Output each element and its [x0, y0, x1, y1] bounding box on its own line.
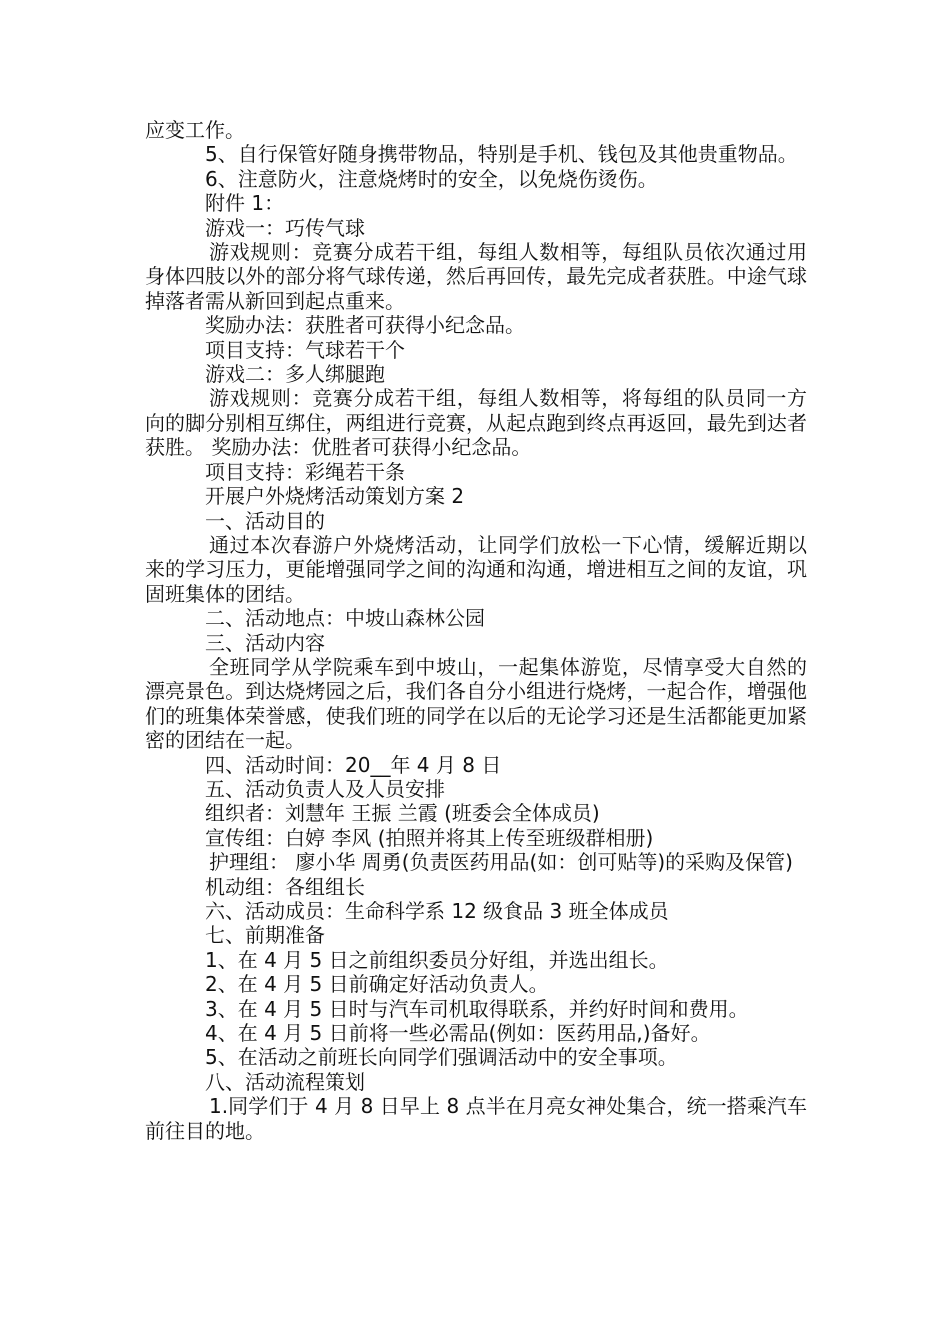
section-preparation-heading: 七、前期准备: [205, 923, 325, 948]
paragraph-safety-item-6: 6、注意防火，注意烧烤时的安全，以免烧伤烫伤。: [205, 166, 658, 191]
flow-item-1: 1.同学们于 4 月 8 日早上 8 点半在月亮女神处集合，统一搭乘汽车前往目的地。: [145, 1094, 807, 1143]
prep-item-3: 3、在 4 月 5 日时与汽车司机取得联系，并约好时间和费用。: [205, 996, 749, 1021]
staff-mobile: 机动组：各组组长: [205, 874, 365, 899]
prep-item-1: 1、在 4 月 5 日之前组织委员分好组，并选出组长。: [205, 947, 669, 972]
section-members: 六、活动成员：生命科学系 12 级食品 3 班全体成员: [205, 899, 669, 923]
game-one-support: 项目支持：气球若干个: [205, 337, 405, 362]
prep-item-5: 5、在活动之前班长向同学们强调活动中的安全事项。: [205, 1045, 678, 1070]
section-content-heading: 三、活动内容: [205, 630, 325, 655]
game-two-rules: 游戏规则：竞赛分成若干组，每组人数相等，将每组的队员同一方向的脚分别相互绑住，两组进行竞赛，从起点跑到终点再返回，最先到达者获胜。 奖励办法：优胜者可获得小纪念品。: [145, 386, 807, 460]
prep-item-2: 2、在 4 月 5 日前确定好活动负责人。: [205, 972, 549, 997]
document-body: [145, 118, 807, 1143]
game-two-title: 游戏二：多人绑腿跑: [205, 362, 385, 387]
section-content-body: 全班同学从学院乘车到中坡山，一起集体游览，尽情享受大自然的漂亮景色。到达烧烤园之后，我们各自分小组进行烧烤，一起合作，增强他们的班集体荣誉感，使我们班的同学在以后的无论学习还是生活都能更加紧密的团结在一起。: [145, 654, 807, 753]
staff-care: 护理组： 廖小华 周勇(负责医药用品(如：创可贴等)的采购及保管): [209, 850, 793, 875]
game-one-reward: 奖励办法：获胜者可获得小纪念品。: [205, 313, 525, 338]
paragraph-safety-item-5: 5、自行保管好随身携带物品，特别是手机、钱包及其他贵重物品。: [205, 142, 798, 167]
section-staff-heading: 五、活动负责人及人员安排: [205, 776, 445, 801]
staff-publicity: 宣传组：白婷 李风 (拍照并将其上传至班级群相册): [205, 825, 654, 850]
prep-item-4: 4、在 4 月 5 日前将一些必需品(例如：医药用品,)备好。: [205, 1021, 711, 1046]
plan-2-title: 开展户外烧烤活动策划方案 2: [205, 484, 465, 509]
section-purpose-body: 通过本次春游户外烧烤活动，让同学们放松一下心情，缓解近期以来的学习压力，更能增强同学之间的沟通和沟通，增进相互之间的友谊，巩固班集体的团结。: [145, 532, 807, 606]
game-one-rules: 游戏规则：竞赛分成若干组，每组人数相等，每组队员依次通过用身体四肢以外的部分将气球传递，然后再回传，最先完成者获胜。中途气球掉落者需从新回到起点重来。: [145, 240, 807, 313]
section-purpose-heading: 一、活动目的: [205, 508, 325, 533]
section-location: 二、活动地点：中坡山森林公园: [205, 606, 485, 631]
section-flow-heading: 八、活动流程策划: [205, 1069, 365, 1094]
section-time: 四、活动时间：20__年 4 月 8 日: [205, 752, 502, 777]
game-two-support: 项目支持：彩绳若干条: [205, 459, 405, 484]
paragraph-continuation: 应变工作。: [145, 118, 245, 142]
game-one-title: 游戏一：巧传气球: [205, 215, 365, 240]
appendix-heading: 附件 1：: [205, 191, 285, 216]
staff-organizers: 组织者：刘慧年 王振 兰霞 (班委会全体成员): [205, 801, 600, 826]
